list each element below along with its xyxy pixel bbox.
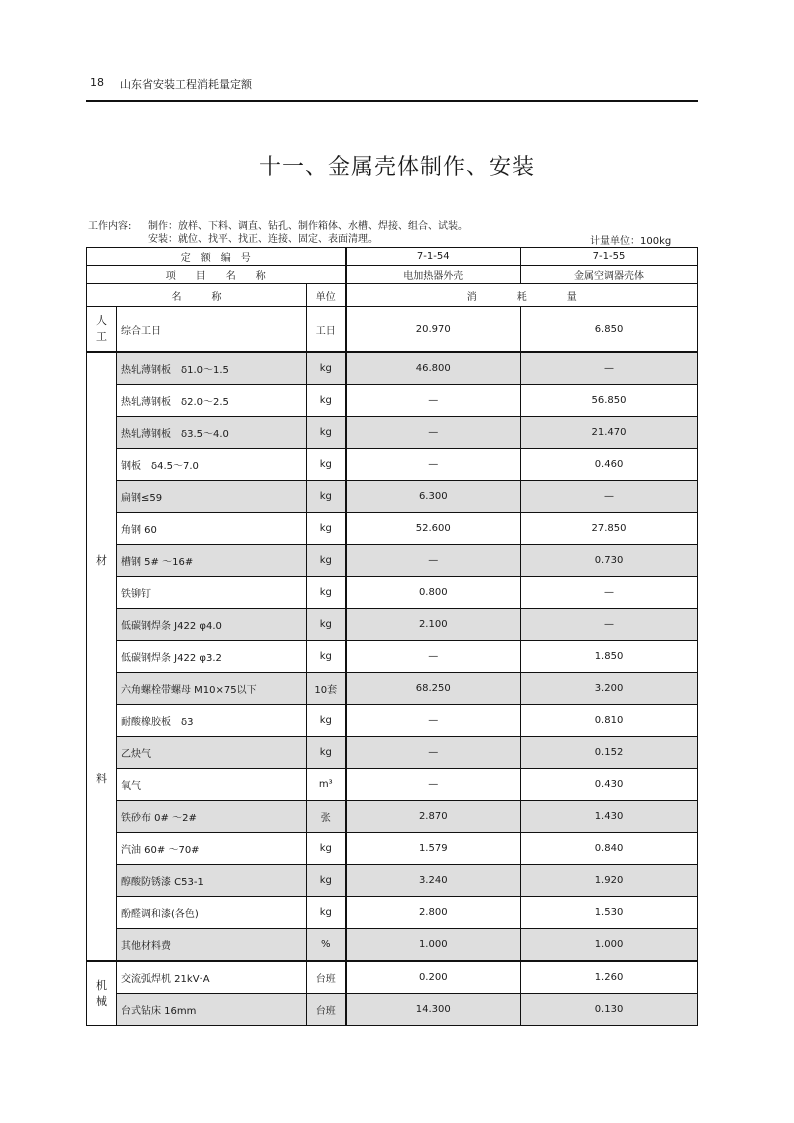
book-title: 山东省安装工程消耗量定额 xyxy=(120,78,252,91)
resource-name: 槽钢 5# ～16# xyxy=(117,545,307,577)
table-row xyxy=(87,609,698,641)
resource-unit: kg xyxy=(307,449,346,481)
resource-name: 酚醛调和漆(各色) xyxy=(117,897,307,929)
table-row xyxy=(87,833,698,865)
resource-name: 耐酸橡胶板 δ3 xyxy=(117,705,307,737)
consumption-value: 14.300 xyxy=(346,994,521,1026)
resource-name: 交流弧焊机 21kV·A xyxy=(117,961,307,994)
consumption-value: 1.000 xyxy=(521,929,698,962)
table-row xyxy=(87,481,698,513)
consumption-value: 21.470 xyxy=(521,417,698,449)
consumption-value: — xyxy=(346,737,521,769)
resource-unit: kg xyxy=(307,833,346,865)
resource-name: 钢板 δ4.5～7.0 xyxy=(117,449,307,481)
resource-name: 乙炔气 xyxy=(117,737,307,769)
table-row xyxy=(87,994,698,1026)
resource-unit: kg xyxy=(307,385,346,417)
consumption-value: 52.600 xyxy=(346,513,521,545)
consumption-value: 0.130 xyxy=(521,994,698,1026)
resource-name: 六角螺栓带螺母 M10×75以下 xyxy=(117,673,307,705)
resource-unit: 张 xyxy=(307,801,346,833)
resource-unit: 台班 xyxy=(307,994,346,1026)
table-row xyxy=(87,769,698,801)
consumption-value: 20.970 xyxy=(346,307,521,353)
consumption-value: 1.430 xyxy=(521,801,698,833)
consumption-value: — xyxy=(346,545,521,577)
table-row xyxy=(87,705,698,737)
consumption-value: 0.152 xyxy=(521,737,698,769)
column-consumption-header: 消 耗 量 xyxy=(346,284,698,307)
table-row xyxy=(87,449,698,481)
resource-name: 综合工日 xyxy=(117,307,307,353)
resource-name: 热轧薄钢板 δ3.5～4.0 xyxy=(117,417,307,449)
consumption-value: — xyxy=(346,769,521,801)
consumption-value: 3.240 xyxy=(346,865,521,897)
resource-name: 低碳钢焊条 J422 φ4.0 xyxy=(117,609,307,641)
category-materials-bottom: 料 xyxy=(96,772,107,785)
item-name: 金属空调器壳体 xyxy=(521,266,698,284)
resource-unit: kg xyxy=(307,609,346,641)
resource-unit: % xyxy=(307,929,346,962)
table-row xyxy=(87,929,698,962)
consumption-value: 1.920 xyxy=(521,865,698,897)
resource-name: 台式钻床 16mm xyxy=(117,994,307,1026)
consumption-value: — xyxy=(521,577,698,609)
work-content-label: 工作内容: xyxy=(88,221,132,232)
consumption-value: 1.260 xyxy=(521,961,698,994)
resource-name: 氧气 xyxy=(117,769,307,801)
resource-name: 其他材料费 xyxy=(117,929,307,962)
table-row xyxy=(87,961,698,994)
resource-name: 汽油 60# ～70# xyxy=(117,833,307,865)
resource-unit: kg xyxy=(307,897,346,929)
consumption-value: — xyxy=(521,609,698,641)
category-materials xyxy=(87,352,117,961)
consumption-value: 0.810 xyxy=(521,705,698,737)
resource-unit: kg xyxy=(307,737,346,769)
consumption-value: 68.250 xyxy=(346,673,521,705)
resource-unit: 10套 xyxy=(307,673,346,705)
resource-name: 热轧薄钢板 δ1.0～1.5 xyxy=(117,352,307,385)
consumption-value: 27.850 xyxy=(521,513,698,545)
quota-number-label: 定 额 编 号 xyxy=(87,248,346,266)
table-row xyxy=(87,897,698,929)
table-row xyxy=(87,307,698,353)
resource-name: 铁铆钉 xyxy=(117,577,307,609)
work-content-line1: 制作：放样、下料、调直、钻孔、制作箱体、水槽、焊接、组合、试装。 xyxy=(148,221,468,232)
table-row xyxy=(87,801,698,833)
resource-name: 角钢 60 xyxy=(117,513,307,545)
consumption-value: 0.730 xyxy=(521,545,698,577)
resource-unit: kg xyxy=(307,641,346,673)
consumption-value: — xyxy=(346,417,521,449)
consumption-value: — xyxy=(346,385,521,417)
category-labor: 人 工 xyxy=(87,307,117,353)
work-content xyxy=(88,220,468,246)
resource-unit: kg xyxy=(307,865,346,897)
resource-name: 铁砂布 0# ～2# xyxy=(117,801,307,833)
quota-table xyxy=(86,247,698,1026)
resource-unit: m³ xyxy=(307,769,346,801)
resource-name: 热轧薄钢板 δ2.0～2.5 xyxy=(117,385,307,417)
resource-unit: kg xyxy=(307,352,346,385)
item-name-label: 项 目 名 称 xyxy=(87,266,346,284)
table-row xyxy=(87,673,698,705)
work-content-line2: 安装：就位、找平、找正、连接、固定、表面清理。 xyxy=(148,234,378,245)
header-rule xyxy=(86,100,698,102)
table-row xyxy=(87,385,698,417)
table-row xyxy=(87,352,698,385)
category-materials-top: 材 xyxy=(96,554,107,567)
consumption-value: 1.000 xyxy=(346,929,521,962)
table-row xyxy=(87,865,698,897)
consumption-value: 0.200 xyxy=(346,961,521,994)
consumption-value: — xyxy=(521,352,698,385)
consumption-value: — xyxy=(346,641,521,673)
resource-unit: 工日 xyxy=(307,307,346,353)
consumption-value: 2.870 xyxy=(346,801,521,833)
consumption-value: 1.850 xyxy=(521,641,698,673)
resource-unit: kg xyxy=(307,705,346,737)
measurement-unit: 计量单位：100kg xyxy=(590,236,672,247)
consumption-value: 6.300 xyxy=(346,481,521,513)
quota-code: 7-1-54 xyxy=(346,248,521,266)
consumption-value: 0.430 xyxy=(521,769,698,801)
consumption-value: 2.100 xyxy=(346,609,521,641)
table-row xyxy=(87,577,698,609)
resource-unit: kg xyxy=(307,513,346,545)
item-name: 电加热器外壳 xyxy=(346,266,521,284)
resource-name: 低碳钢焊条 J422 φ3.2 xyxy=(117,641,307,673)
column-name-header: 名 称 xyxy=(87,284,307,307)
consumption-value: 2.800 xyxy=(346,897,521,929)
consumption-value: 0.840 xyxy=(521,833,698,865)
resource-name: 扁钢≤59 xyxy=(117,481,307,513)
consumption-value: 56.850 xyxy=(521,385,698,417)
consumption-value: — xyxy=(521,481,698,513)
section-title: 十一、金属壳体制作、安装 xyxy=(258,155,535,180)
consumption-value: 3.200 xyxy=(521,673,698,705)
table-row xyxy=(87,641,698,673)
consumption-value: 46.800 xyxy=(346,352,521,385)
consumption-value: 0.800 xyxy=(346,577,521,609)
consumption-value: 1.579 xyxy=(346,833,521,865)
table-row xyxy=(87,513,698,545)
resource-unit: kg xyxy=(307,417,346,449)
resource-unit: kg xyxy=(307,481,346,513)
resource-unit: kg xyxy=(307,577,346,609)
quota-code: 7-1-55 xyxy=(521,248,698,266)
page-header xyxy=(90,76,698,98)
consumption-value: — xyxy=(346,449,521,481)
category-machinery: 机 械 xyxy=(87,961,117,1026)
resource-name: 醇酸防锈漆 C53-1 xyxy=(117,865,307,897)
page-number: 18 xyxy=(90,76,104,89)
consumption-value: 1.530 xyxy=(521,897,698,929)
column-unit-header: 单位 xyxy=(307,284,346,307)
table-row xyxy=(87,545,698,577)
table-row xyxy=(87,737,698,769)
consumption-value: — xyxy=(346,705,521,737)
consumption-value: 0.460 xyxy=(521,449,698,481)
consumption-value: 6.850 xyxy=(521,307,698,353)
resource-unit: 台班 xyxy=(307,961,346,994)
resource-unit: kg xyxy=(307,545,346,577)
table-row xyxy=(87,417,698,449)
